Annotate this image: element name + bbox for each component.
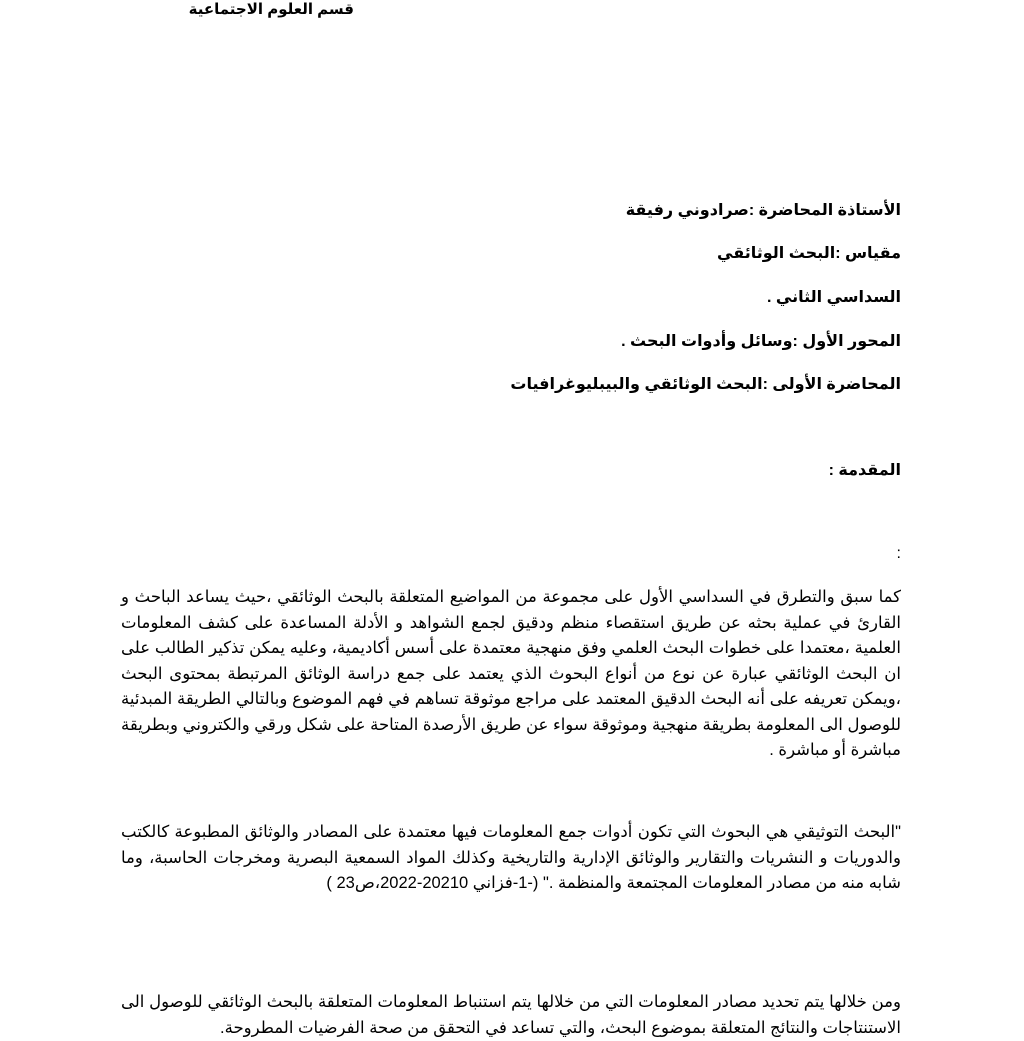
semester-line: السداسي الثاني .: [767, 289, 901, 306]
paragraph-introduction: كما سبق والتطرق في السداسي الأول على مجموعة من المواضيع المتعلقة بالبحث الوثائقي ،حيث يساعد الباحث و القارئ في عملية بحثه عن طريق استقصاء منظم ودقيق لجمع الشواهد و الأدلة المساعدة على كشف المعلومات العلمية ،معتمدا على خطوات البحث العلمي وفق منهجية معتمدة على أسس أكاديمية، وعليه يمكن تذكير الطالب على ان البحث الوثائقي عبارة عن نوع من أنواع البحوث الذي يعتمد على جمع دراسة الوثائق المرتبطة بمحتوى البحث ،ويمكن تعريفه على أنه البحث الدقيق المعتمد على مراجع موثوقة تساهم في فهم الموضوع وبالتالي الطريقة المبدئية للوصول الى المعلومة بطريقة منهجية وموثوقة سواء عن طريق الأرصدة المتاحة على شكل ورقي والكتروني وبطريقة مباشرة أو مباشرة .: [121, 588, 901, 759]
lecture-line: المحاضرة الأولى :البحث الوثائقي والبيبليوغرافيات: [510, 376, 901, 393]
paragraph-definition-quote: "البحث التوثيقي هي البحوث التي تكون أدوات جمع المعلومات فيها معتمدة على المصادر والوثائق المطبوعة كالكتب والدوريات و النشريات والتقارير والوثائق الإدارية والتاريخية وكذلك المواد السمعية البصرية ومخرجات الحاسبة، وما شابه منه من مصادر المعلومات المجتمعة والمنظمة ." (-1-فزاني 20210-2022،ص23 ): [121, 823, 901, 892]
lecturer-line: الأستاذة المحاضرة :صرادوني رفيقة: [625, 202, 901, 219]
module-line: مقياس :البحث الوثائقي: [717, 245, 901, 262]
introduction-heading: المقدمة :: [828, 462, 901, 479]
paragraph-sources: ومن خلالها يتم تحديد مصادر المعلومات التي من خلالها يتم استنباط المعلومات المتعلقة بالبحث الوثائقي للوصول الى الاستنتاجات والنتائج المتعلقة بموضوع البحث، والتي تساعد في التحقق من صحة الفرضيات المطروحة.: [121, 993, 901, 1037]
department-name: قسم العلوم الاجتماعية: [188, 1, 354, 18]
colon-mark: :: [896, 545, 901, 562]
axis-line: المحور الأول :وسائل وأدوات البحث .: [621, 333, 901, 350]
